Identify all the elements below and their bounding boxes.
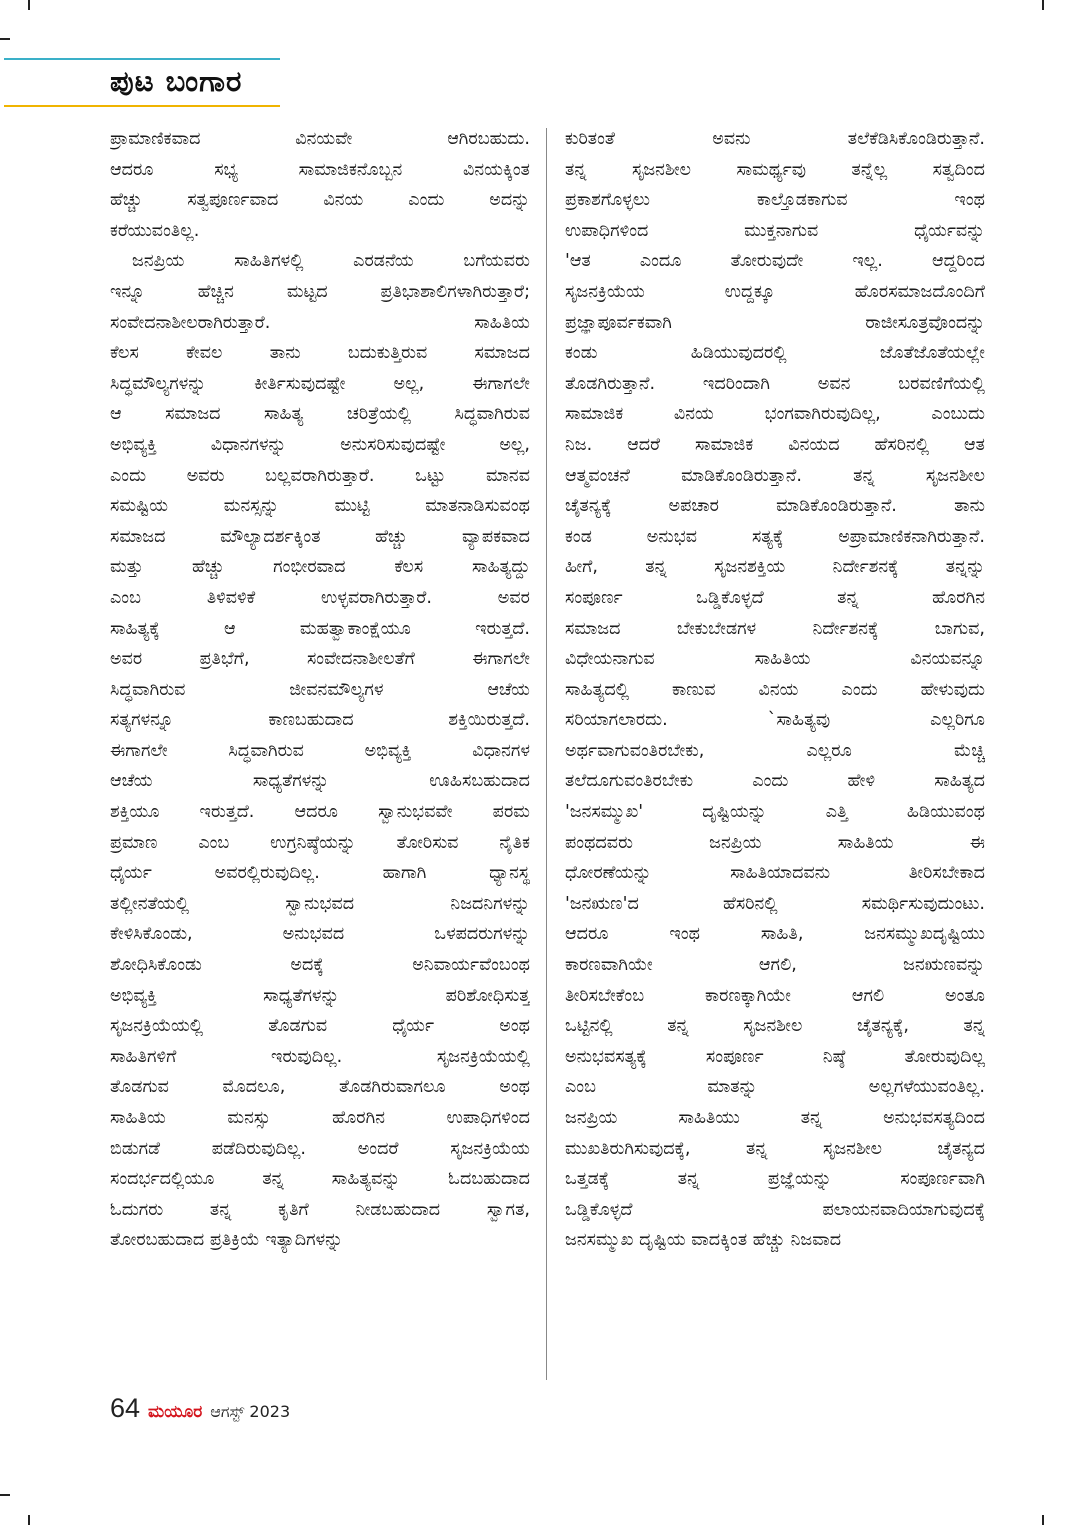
text-line: ಪ್ರಮಾಣ ಎಂಬ ಉಗ್ರನಿಷ್ಠೆಯನ್ನು ತೋರಿಸುವ ನೈತಿಕ xyxy=(110,832,530,853)
text-line: ಸಿದ್ಧವಾಗಿರುವ ಜೀವನಮೌಲ್ಯಗಳ ಆಚೆಯ xyxy=(110,679,530,700)
text-line: ಆ ಸಮಾಜದ ಸಾಹಿತ್ಯ ಚರಿತ್ರೆಯಲ್ಲಿ ಸಿದ್ಧವಾಗಿರುವ xyxy=(110,404,530,425)
crop-mark-bottom-left xyxy=(28,1515,30,1525)
text-line: ಸಿದ್ಧಮೌಲ್ಯಗಳನ್ನು ಕೀರ್ತಿಸುವುದಷ್ಟೇ ಅಲ್ಲ, ಈಗಾಗಲೇ xyxy=(110,373,530,394)
text-line: ಅವರ ಪ್ರತಿಭೆಗೆ, ಸಂವೇದನಾಶೀಲತೆಗೆ ಈಗಾಗಲೇ xyxy=(110,649,530,670)
text-line: ತಲೆದೂಗುವಂತಿರಬೇಕು ಎಂದು ಹೇಳಿ ಸಾಹಿತ್ಯದ xyxy=(565,771,985,792)
text-line: ಎಂಬ ಮಾತನ್ನು ಅಲ್ಲಗಳೆಯುವಂತಿಲ್ಲ. xyxy=(565,1077,985,1098)
text-line: ತೀರಿಸಬೇಕೆಂಬ ಕಾರಣಕ್ಕಾಗಿಯೇ ಆಗಲಿ ಅಂತೂ xyxy=(565,985,985,1006)
crop-mark-left-upper xyxy=(0,38,10,40)
crop-mark-bottom-right xyxy=(1042,1515,1044,1525)
section-header-rule-top xyxy=(4,58,280,60)
text-line: ಕಂಡು ಹಿಡಿಯುವುದರಲ್ಲಿ ಜೊತೆಜೊತೆಯಲ್ಲೇ xyxy=(565,343,985,364)
text-line: ಅಭಿವ್ಯಕ್ತಿ ಸಾಧ್ಯತೆಗಳನ್ನು ಪರಿಶೋಧಿಸುತ್ತ xyxy=(110,985,530,1006)
column-divider xyxy=(546,128,547,1380)
text-line: ಹೆಚ್ಚು ಸತ್ವಪೂರ್ಣವಾದ ವಿನಯ ಎಂದು ಅದನ್ನು xyxy=(110,190,530,211)
text-line: ಸಂವೇದನಾಶೀಲರಾಗಿರುತ್ತಾರೆ. ಸಾಹಿತಿಯ xyxy=(110,312,530,333)
text-line: ಸೃಜನಕ್ರಿಯೆಯ ಉದ್ದಕ್ಕೂ ಹೊರಸಮಾಜದೊಂದಿಗೆ xyxy=(565,281,985,302)
text-line: ವಿಧೇಯನಾಗುವ ಸಾಹಿತಿಯ ವಿನಯವನ್ನೂ xyxy=(565,649,985,670)
text-line: ಅನುಭವಸತ್ಯಕ್ಕೆ ಸಂಪೂರ್ಣ ನಿಷ್ಠೆ ತೋರುವುದಿಲ್ಲ xyxy=(565,1046,985,1067)
article-column-right xyxy=(565,124,985,1256)
text-line: ಉಪಾಧಿಗಳಿಂದ ಮುಕ್ತನಾಗುವ ಧೈರ್ಯವನ್ನು xyxy=(565,220,985,241)
text-line: ಸಂದರ್ಭದಲ್ಲಿಯೂ ತನ್ನ ಸಾಹಿತ್ಯವನ್ನು ಓದಬಹುದಾದ xyxy=(110,1169,530,1190)
text-line: ಕೇಳಿಸಿಕೊಂಡು, ಅನುಭವದ ಒಳಪದರುಗಳನ್ನು xyxy=(110,924,530,945)
text-line: ಒಡ್ಡಿಕೊಳ್ಳದೆ ಪಲಾಯನವಾದಿಯಾಗುವುದಕ್ಕೆ xyxy=(565,1199,985,1220)
text-line: ಅರ್ಥವಾಗುವಂತಿರಬೇಕು, ಎಲ್ಲರೂ ಮೆಚ್ಚಿ xyxy=(565,740,985,761)
text-line: ಕರೆಯುವಂತಿಲ್ಲ. xyxy=(110,220,200,241)
text-line: ಸಂಪೂರ್ಣ ಒಡ್ಡಿಕೊಳ್ಳದೆ ತನ್ನ ಹೊರಗಿನ xyxy=(565,587,985,608)
text-line: ಧೋರಣೆಯನ್ನು ಸಾಹಿತಿಯಾದವನು ತೀರಿಸಬೇಕಾದ xyxy=(565,863,985,884)
text-line: ಸಮಷ್ಟಿಯ ಮನಸ್ಸನ್ನು ಮುಟ್ಟಿ ಮಾತನಾಡಿಸುವಂಥ xyxy=(110,496,530,517)
text-line: ಜನಪ್ರಿಯ ಸಾಹಿತಿಯು ತನ್ನ ಅನುಭವಸತ್ಯದಿಂದ xyxy=(565,1108,985,1128)
text-line: ಸಾಹಿತಿಯ ಮನಸ್ಸು ಹೊರಗಿನ ಉಪಾಧಿಗಳಿಂದ xyxy=(110,1108,530,1128)
text-line: ನಿಜ. ಆದರೆ ಸಾಮಾಜಿಕ ವಿನಯದ ಹೆಸರಿನಲ್ಲಿ ಆತ xyxy=(565,434,985,455)
text-line: ಕಾರಣವಾಗಿಯೇ ಆಗಲಿ, ಜನಋಣವನ್ನು xyxy=(565,955,985,976)
text-line: ಒತ್ತಡಕ್ಕೆ ತನ್ನ ಪ್ರಜ್ಞೆಯನ್ನು ಸಂಪೂರ್ಣವಾಗಿ xyxy=(565,1169,985,1190)
text-line: ಜನಸಮ್ಮುಖ ದೃಷ್ಟಿಯ ವಾದಕ್ಕಿಂತ ಹೆಚ್ಚು ನಿಜವಾದ xyxy=(565,1230,842,1251)
text-line: ಪಂಥದವರು ಜನಪ್ರಿಯ ಸಾಹಿತಿಯ ಈ xyxy=(565,832,985,853)
text-line: ತೋರಬಹುದಾದ ಪ್ರತಿಕ್ರಿಯೆ ಇತ್ಯಾದಿಗಳನ್ನು xyxy=(110,1230,343,1251)
text-line: ಪ್ರಜ್ಞಾಪೂರ್ವಕವಾಗಿ ರಾಜೀಸೂತ್ರವೊಂದನ್ನು xyxy=(565,312,985,333)
text-line: ಸರಿಯಾಗಲಾರದು. `ಸಾಹಿತ್ಯವು ಎಲ್ಲರಿಗೂ xyxy=(565,710,985,731)
page-number: 64 xyxy=(110,1393,141,1423)
text-line: ಸತ್ಯಗಳನ್ನೂ ಕಾಣಬಹುದಾದ ಶಕ್ತಿಯಿರುತ್ತದೆ. xyxy=(110,710,530,731)
text-line: ಹೀಗೆ, ತನ್ನ ಸೃಜನಶಕ್ತಿಯ ನಿರ್ದೇಶನಕ್ಕೆ ತನ್ನನ್ನು xyxy=(565,557,985,578)
section-header-rule-bottom xyxy=(4,105,280,107)
text-line: ಈಗಾಗಲೇ ಸಿದ್ಧವಾಗಿರುವ ಅಭಿವ್ಯಕ್ತಿ ವಿಧಾನಗಳ xyxy=(110,740,530,761)
page-footer xyxy=(110,1393,290,1424)
text-line: ಧೈರ್ಯ ಅವರಲ್ಲಿರುವುದಿಲ್ಲ. ಹಾಗಾಗಿ ಧ್ಯಾನಸ್ಥ xyxy=(110,863,530,884)
magazine-logo: ಮಯೂರ xyxy=(148,1402,203,1422)
text-line: ಆದರೂ ಸಭ್ಯ ಸಾಮಾಜಿಕನೊಬ್ಬನ ವಿನಯಕ್ಕಿಂತ xyxy=(110,159,530,180)
text-line: ಸಾಮಾಜಿಕ ವಿನಯ ಭಂಗವಾಗಿರುವುದಿಲ್ಲ, ಎಂಬುದು xyxy=(565,404,985,425)
text-line: ಬಿಡುಗಡೆ ಪಡೆದಿರುವುದಿಲ್ಲ. ಅಂದರೆ ಸೃಜನಕ್ರಿಯೆಯ xyxy=(110,1138,530,1159)
text-line: ಮುಖತಿರುಗಿಸುವುದಕ್ಕೆ, ತನ್ನ ಸೃಜನಶೀಲ ಚೈತನ್ಯದ xyxy=(565,1138,985,1159)
text-line: ಸಾಹಿತ್ಯದಲ್ಲಿ ಕಾಣುವ ವಿನಯ ಎಂದು ಹೇಳುವುದು xyxy=(565,679,985,700)
text-line: 'ಜನಋಣ'ದ ಹೆಸರಿನಲ್ಲಿ ಸಮರ್ಥಿಸುವುದುಂಟು. xyxy=(565,893,985,914)
text-line: ಕಂಡ ಅನುಭವ ಸತ್ಯಕ್ಕೆ ಅಪ್ರಾಮಾಣಿಕನಾಗಿರುತ್ತಾನೆ. xyxy=(565,526,985,547)
text-line: ಇನ್ನೂ ಹೆಚ್ಚಿನ ಮಟ್ಟದ ಪ್ರತಿಭಾಶಾಲಿಗಳಾಗಿರುತ್ತಾರೆ; xyxy=(110,281,530,302)
text-line: ತೊಡಗುವ ಮೊದಲೂ, ತೊಡಗಿರುವಾಗಲೂ ಅಂಥ xyxy=(110,1077,530,1098)
text-line: ಪ್ರಾಮಾಣಿಕವಾದ ವಿನಯವೇ ಆಗಿರಬಹುದು. xyxy=(110,129,530,149)
text-line: ಒಟ್ಟಿನಲ್ಲಿ ತನ್ನ ಸೃಜನಶೀಲ ಚೈತನ್ಯಕ್ಕೆ, ತನ್ನ xyxy=(565,1016,985,1037)
text-line: ಎಂಬ ತಿಳಿವಳಿಕೆ ಉಳ್ಳವರಾಗಿರುತ್ತಾರೆ. ಅವರ xyxy=(110,587,530,608)
text-line: ಜನಪ್ರಿಯ ಸಾಹಿತಿಗಳಲ್ಲಿ ಎರಡನೆಯ ಬಗೆಯವರು xyxy=(132,251,530,272)
text-line: ಸಾಹಿತಿಗಳಿಗೆ ಇರುವುದಿಲ್ಲ. ಸೃಜನಕ್ರಿಯೆಯಲ್ಲಿ xyxy=(110,1046,530,1067)
text-line: ಎಂದು ಅವರು ಬಲ್ಲವರಾಗಿರುತ್ತಾರೆ. ಒಟ್ಟು ಮಾನವ xyxy=(110,465,530,486)
text-line: ಚೈತನ್ಯಕ್ಕೆ ಅಪಚಾರ ಮಾಡಿಕೊಂಡಿರುತ್ತಾನೆ. ತಾನು xyxy=(565,496,985,517)
crop-mark-left-lower xyxy=(0,1494,10,1496)
text-line: ಓದುಗರು ತನ್ನ ಕೃತಿಗೆ ನೀಡಬಹುದಾದ ಸ್ವಾಗತ, xyxy=(110,1199,530,1220)
text-line: 'ಆತ ಎಂದೂ ತೋರುವುದೇ ಇಲ್ಲ. ಆದ್ದರಿಂದ xyxy=(565,251,985,272)
article-column-left xyxy=(110,124,530,1256)
text-line: ಶಕ್ತಿಯೂ ಇರುತ್ತದೆ. ಆದರೂ ಸ್ವಾನುಭವವೇ ಪರಮ xyxy=(110,802,530,823)
text-line: ಸಮಾಜದ ಮೌಲ್ಯಾದರ್ಶಕ್ಕಿಂತ ಹೆಚ್ಚು ವ್ಯಾಪಕವಾದ xyxy=(110,526,530,547)
text-line: ಮತ್ತು ಹೆಚ್ಚು ಗಂಭೀರವಾದ ಕೆಲಸ ಸಾಹಿತ್ಯದ್ದು xyxy=(110,557,530,578)
crop-mark-top-right xyxy=(1042,0,1044,10)
text-line: ತೊಡಗಿರುತ್ತಾನೆ. ಇದರಿಂದಾಗಿ ಅವನ ಬರವಣಿಗೆಯಲ್ಲಿ xyxy=(565,373,985,394)
text-line: ಆದರೂ ಇಂಥ ಸಾಹಿತಿ, ಜನಸಮ್ಮುಖದೃಷ್ಟಿಯು xyxy=(565,924,985,945)
text-line: 'ಜನಸಮ್ಮುಖ' ದೃಷ್ಟಿಯನ್ನು ಎತ್ತಿ ಹಿಡಿಯುವಂಥ xyxy=(565,802,985,823)
issue-date: ಆಗಸ್ಟ್ 2023 xyxy=(210,1402,291,1421)
text-line: ಸಮಾಜದ ಬೇಕುಬೇಡಗಳ ನಿರ್ದೇಶನಕ್ಕೆ ಬಾಗುವ, xyxy=(565,618,985,639)
text-line: ಅಭಿವ್ಯಕ್ತಿ ವಿಧಾನಗಳನ್ನು ಅನುಸರಿಸುವುದಷ್ಟೇ ಅಲ್ಲ, xyxy=(110,434,530,455)
crop-mark-top-left xyxy=(28,0,30,10)
text-line: ತನ್ನ ಸೃಜನಶೀಲ ಸಾಮರ್ಥ್ಯವು ತನ್ನೆಲ್ಲ ಸತ್ವದಿಂದ xyxy=(565,159,985,180)
section-title: ಪುಟ ಬಂಗಾರ xyxy=(110,64,243,98)
text-line: ತಲ್ಲೀನತೆಯಲ್ಲಿ ಸ್ವಾನುಭವದ ನಿಜದನಿಗಳನ್ನು xyxy=(110,893,530,914)
text-line: ಸೃಜನಕ್ರಿಯೆಯಲ್ಲಿ ತೊಡಗುವ ಧೈರ್ಯ ಅಂಥ xyxy=(110,1016,530,1037)
text-line: ಕೆಲಸ ಕೇವಲ ತಾನು ಬದುಕುತ್ತಿರುವ ಸಮಾಜದ xyxy=(110,343,530,364)
text-line: ಆಚೆಯ ಸಾಧ್ಯತೆಗಳನ್ನು ಊಹಿಸಬಹುದಾದ xyxy=(110,771,530,792)
text-line: ಶೋಧಿಸಿಕೊಂಡು ಅದಕ್ಕೆ ಅನಿವಾರ್ಯವೆಂಬಂಥ xyxy=(110,955,530,976)
text-line: ಪ್ರಕಾಶಗೊಳ್ಳಲು ಕಾಲ್ತೊಡಕಾಗುವ ಇಂಥ xyxy=(565,190,985,211)
text-line: ಆತ್ಮವಂಚನೆ ಮಾಡಿಕೊಂಡಿರುತ್ತಾನೆ. ತನ್ನ ಸೃಜನಶೀಲ xyxy=(565,465,985,486)
text-line: ಸಾಹಿತ್ಯಕ್ಕೆ ಆ ಮಹತ್ವಾಕಾಂಕ್ಷೆಯೂ ಇರುತ್ತದೆ. xyxy=(110,618,530,639)
text-line: ಕುರಿತಂತೆ ಅವನು ತಲೆಕೆಡಿಸಿಕೊಂಡಿರುತ್ತಾನೆ. xyxy=(565,129,985,149)
